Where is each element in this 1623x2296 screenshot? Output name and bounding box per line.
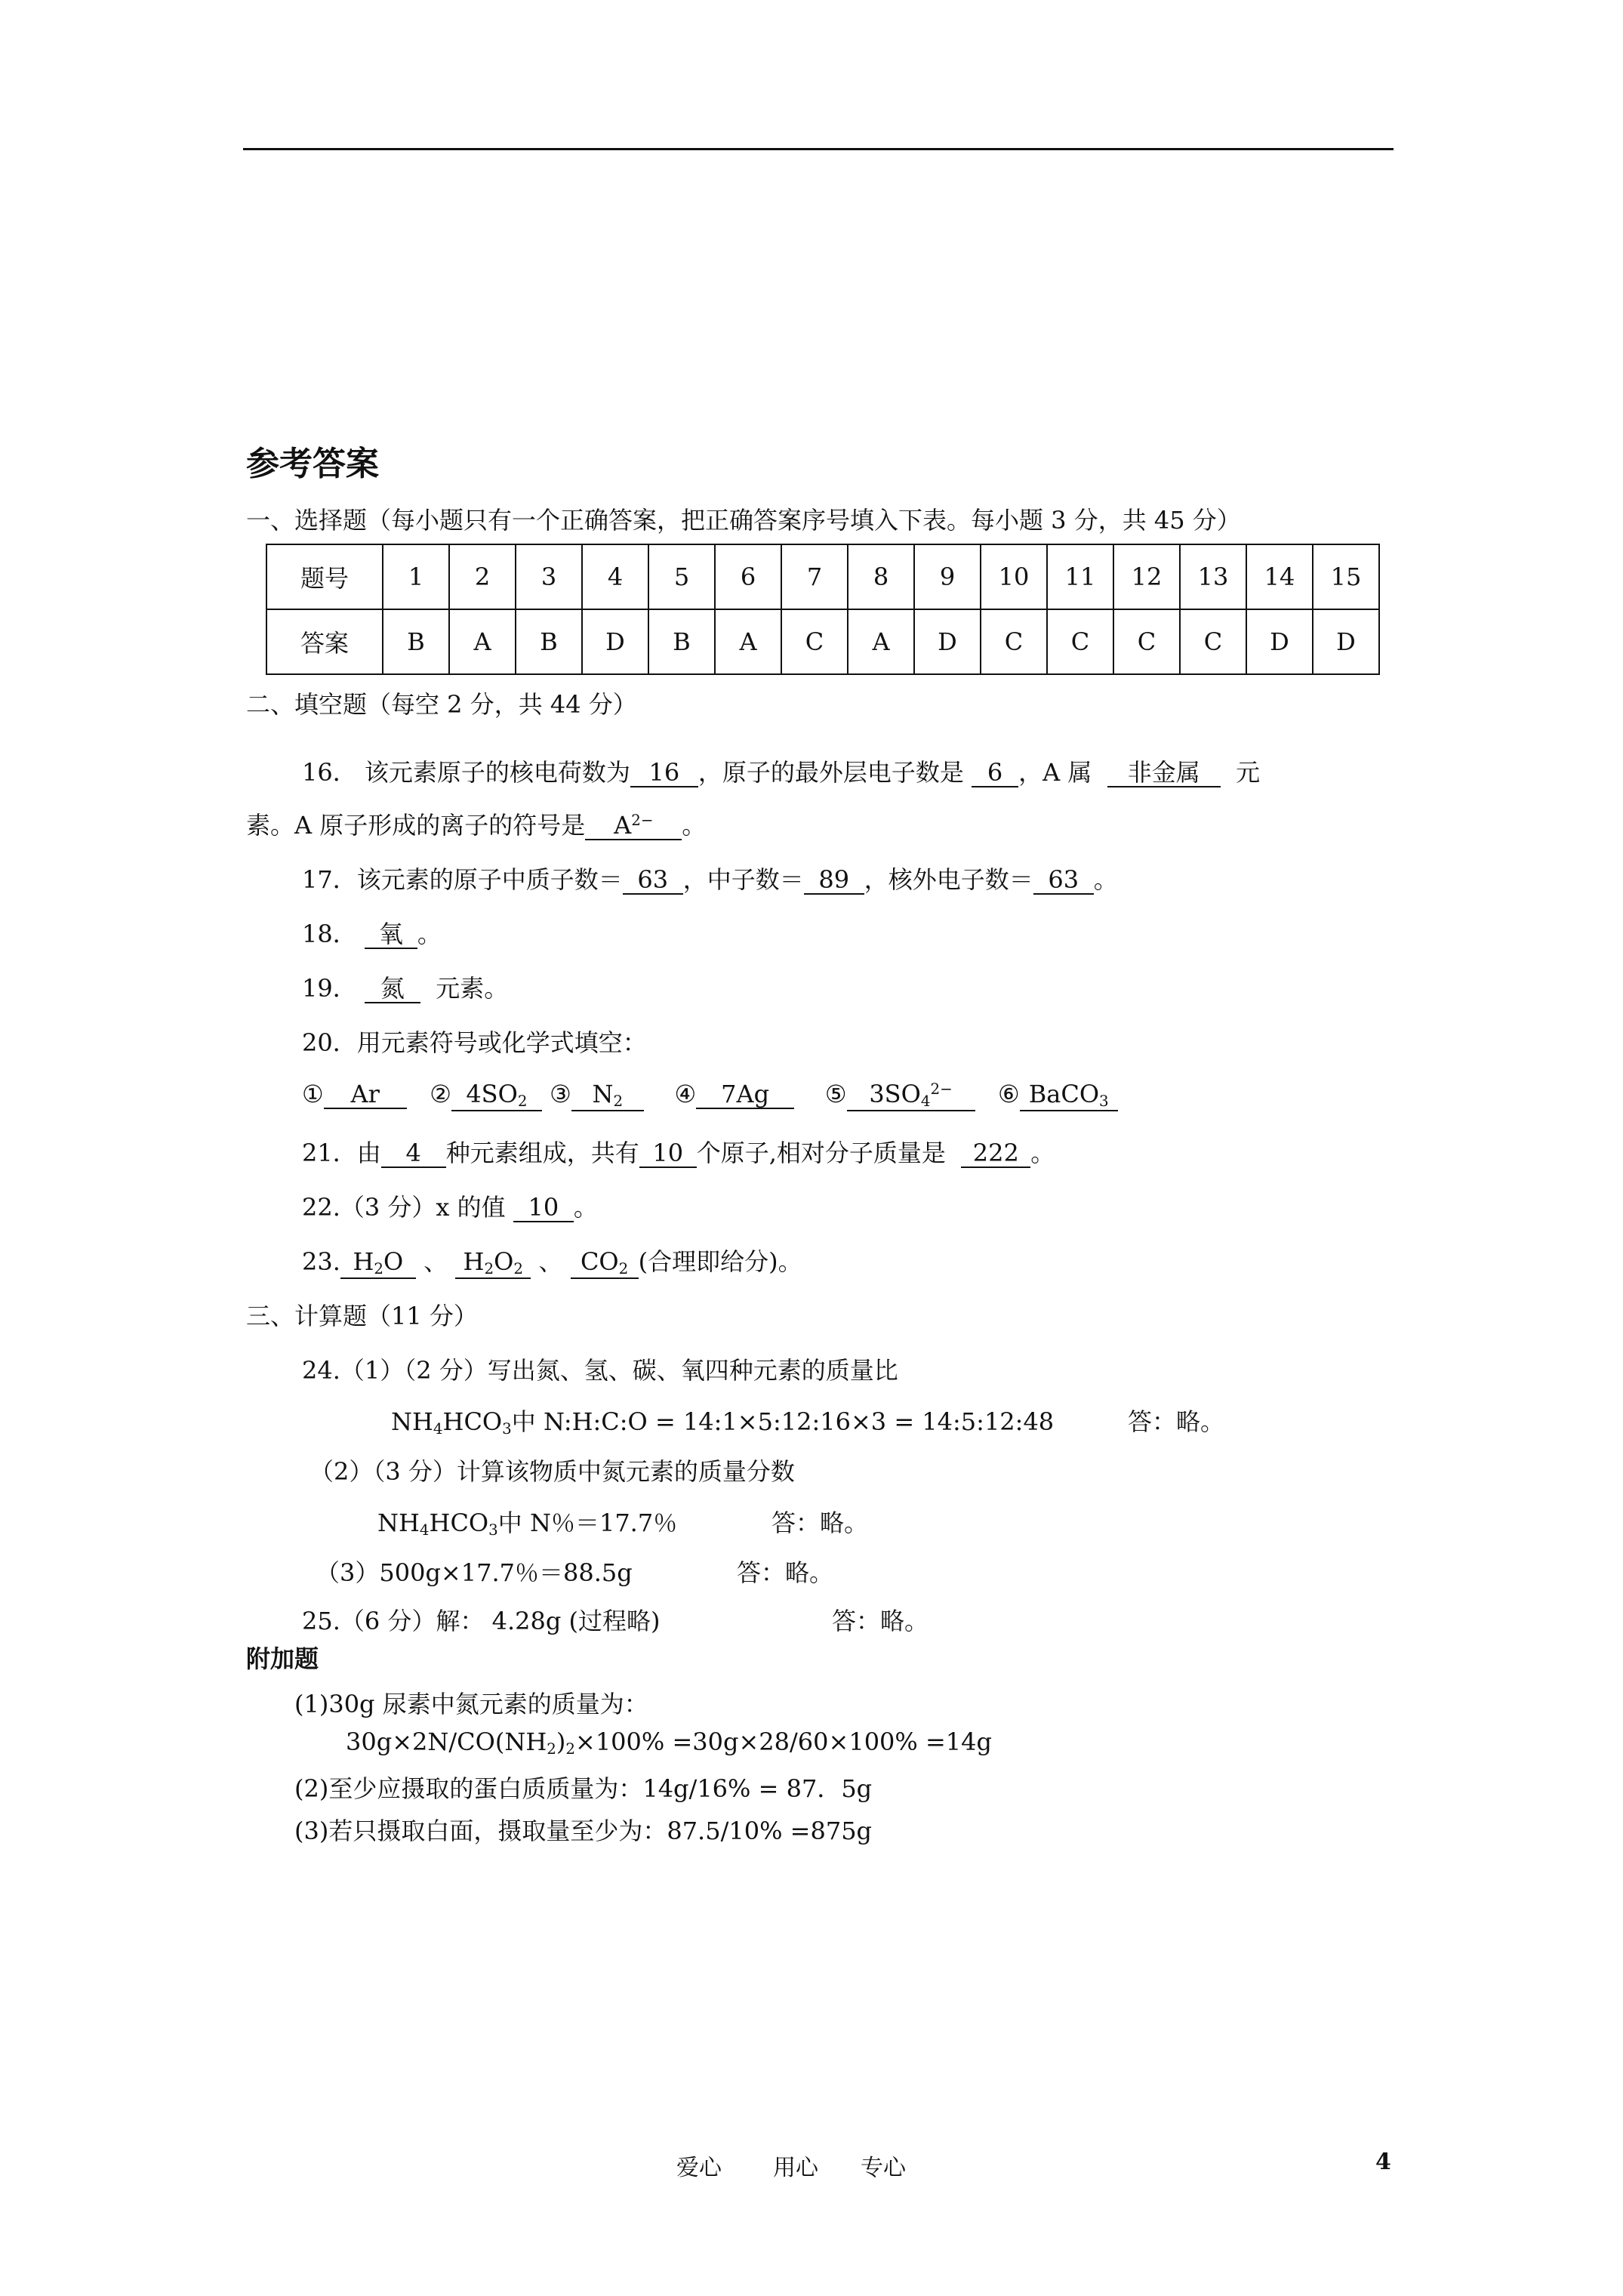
formula-part: O — [494, 1247, 514, 1276]
question-number: 8 — [848, 544, 914, 609]
circle-number: ⑥ — [998, 1080, 1020, 1108]
q18-text: 。 — [417, 920, 442, 948]
page-title: 参考答案 — [246, 445, 379, 483]
q20-blank-5 — [847, 1081, 975, 1111]
q16-text: ，原子的最外层电子数是 — [698, 758, 964, 787]
question-number: 6 — [715, 544, 781, 609]
q17-text: 。 — [1093, 865, 1118, 894]
q19-text: 元素。 — [436, 974, 509, 1003]
q16-text: 16． 该元素原子的核电荷数为 — [302, 758, 630, 787]
formula-part: H — [463, 1247, 485, 1276]
q16-blank-charge: 16 — [630, 760, 698, 787]
formula-part: H — [353, 1247, 374, 1276]
q24-2-conclusion: 答：略。 — [771, 1509, 869, 1537]
q17-text: ，核外电子数＝ — [864, 865, 1033, 894]
answer-cell: D — [582, 609, 648, 674]
formula-part: 4SO — [466, 1080, 518, 1108]
q23-blank-1 — [340, 1249, 416, 1279]
q22-text: 22.（3 分）x 的值 — [302, 1193, 506, 1222]
q21-line — [302, 1134, 1055, 1169]
q22-line — [302, 1188, 598, 1223]
bonus-line-1: (1)30g 尿素中氮元素的质量为： — [294, 1690, 648, 1718]
q18-text: 18． — [302, 920, 357, 948]
q16-line1 — [302, 754, 1260, 788]
footer-right: 专心 — [861, 2155, 906, 2181]
q21-blank-elements: 4 — [381, 1140, 446, 1168]
ion-symbol: A — [614, 811, 632, 840]
q16-blank-ion — [585, 812, 682, 840]
bonus-line-4: (3)若只摄取白面，摄取量至少为：87.5/10% =875g — [294, 1817, 873, 1845]
formula-part: N — [592, 1080, 614, 1108]
formula-superscript: 2− — [930, 1080, 953, 1099]
q21-text: 。 — [1030, 1139, 1055, 1167]
q17-blank-protons: 63 — [623, 867, 683, 895]
question-number: 12 — [1113, 544, 1180, 609]
answer-cell: B — [648, 609, 715, 674]
q25-conclusion: 答：略。 — [832, 1607, 929, 1635]
answer-cell: A — [848, 609, 914, 674]
q19-blank: 氮 — [365, 975, 420, 1003]
q21-text: 个原子,相对分子质量是 — [696, 1139, 946, 1167]
q23-line — [302, 1243, 802, 1279]
formula-subscript: 2 — [517, 1092, 528, 1110]
q20-blank-6 — [1020, 1081, 1118, 1111]
q17-text: 17．该元素的原子中质子数＝ — [302, 865, 623, 894]
formula-subscript: 2 — [547, 1740, 556, 1758]
q18-line — [302, 915, 442, 950]
formula-subscript: 4 — [920, 1092, 931, 1110]
answer-cell: C — [781, 609, 848, 674]
q17-blank-neutrons: 89 — [804, 867, 864, 895]
q22-text: 。 — [573, 1193, 598, 1222]
answer-cell: D — [1313, 609, 1379, 674]
q24-1: 24.（1）（2 分）写出氮、氢、碳、氧四种元素的质量比 — [302, 1356, 898, 1385]
circle-number: ① — [302, 1080, 324, 1108]
formula-subscript: 4 — [419, 1521, 430, 1539]
page-number: 4 — [1375, 2149, 1391, 2175]
q16-text: 素。A 原子形成的离子的符号是 — [246, 811, 586, 840]
q16-text: 。 — [682, 811, 707, 840]
section2-heading: 二、填空题（每空 2 分，共 44 分） — [246, 690, 637, 719]
calculation: ×100% =30g×28/60×100% =14g — [575, 1727, 992, 1756]
q17-blank-electrons: 63 — [1033, 867, 1094, 895]
question-number: 3 — [516, 544, 582, 609]
q20-blank-3 — [571, 1081, 644, 1111]
formula-subscript: 3 — [488, 1521, 498, 1539]
q16-blank-outer-electrons: 6 — [972, 760, 1018, 787]
q24-3: （3）500g×17.7％＝88.5g — [316, 1558, 633, 1587]
q23-blank-2 — [455, 1249, 531, 1279]
answer-cell: C — [1113, 609, 1180, 674]
formula-subscript: 2 — [565, 1740, 575, 1758]
header-rule — [243, 148, 1394, 150]
table-row-numbers — [266, 544, 1379, 609]
answer-cell: A — [715, 609, 781, 674]
question-number: 1 — [383, 544, 449, 609]
section3-heading: 三、计算题（11 分） — [246, 1302, 478, 1330]
answer-cell: C — [981, 609, 1047, 674]
circle-number: ③ — [550, 1080, 571, 1108]
q23-blank-3 — [571, 1249, 639, 1279]
formula-subscript: 2 — [374, 1259, 384, 1277]
formula-part: ) — [556, 1727, 566, 1756]
bonus-line-3: (2)至少应摄取的蛋白质质量为：14g/16% = 87．5g — [294, 1774, 873, 1803]
table-row-answers — [266, 609, 1379, 674]
q21-blank-mass: 222 — [961, 1140, 1030, 1168]
q20-blank-2 — [451, 1081, 542, 1111]
question-number: 10 — [981, 544, 1047, 609]
ion-charge: 2− — [631, 812, 654, 830]
footer-middle: 用心 — [773, 2155, 818, 2181]
formula-part: 3SO — [869, 1080, 921, 1108]
separator: 、 — [538, 1247, 563, 1276]
formula-part: HCO — [442, 1407, 503, 1436]
q21-text: 21．由 — [302, 1139, 381, 1167]
section1-heading: 一、选择题（每小题只有一个正确答案，把正确答案序号填入下表。每小题 3 分，共 45 分） — [246, 506, 1241, 535]
answer-cell: B — [383, 609, 449, 674]
formula-part: CO — [580, 1247, 619, 1276]
q25: 25.（6 分）解： 4.28g (过程略) — [302, 1607, 661, 1635]
q23-text: 23. — [302, 1247, 340, 1276]
formula-subscript: 3 — [502, 1419, 512, 1438]
separator: 、 — [423, 1247, 448, 1276]
question-number: 11 — [1047, 544, 1113, 609]
q24-3-conclusion: 答：略。 — [737, 1558, 834, 1587]
q16-line2 — [246, 806, 706, 841]
q17-line — [302, 861, 1118, 895]
calculation: 中 N:H:C:O = 14:1×5:12:16×3 = 14:5:12:48 — [511, 1407, 1055, 1436]
question-number: 7 — [781, 544, 848, 609]
answer-cell: C — [1047, 609, 1113, 674]
calculation: 中 N％＝17.7％ — [497, 1509, 678, 1537]
q24-1-conclusion: 答：略。 — [1128, 1407, 1225, 1436]
circle-number: ⑤ — [824, 1080, 847, 1108]
row-label-number: 题号 — [266, 544, 383, 609]
formula-subscript: 4 — [433, 1419, 443, 1438]
q16-blank-type: 非金属 — [1107, 760, 1221, 787]
q19-text: 19． — [302, 974, 357, 1003]
answer-table — [266, 544, 1380, 675]
formula-subscript: 2 — [513, 1259, 523, 1277]
question-number: 14 — [1246, 544, 1313, 609]
answer-cell: D — [1246, 609, 1313, 674]
answer-cell: C — [1180, 609, 1246, 674]
question-number: 2 — [449, 544, 516, 609]
formula-part: HCO — [429, 1509, 489, 1537]
footer-left: 爱心 — [676, 2155, 722, 2181]
q20-blank-1: Ar — [324, 1081, 407, 1109]
q16-text: ，A 属 — [1018, 758, 1092, 787]
q24-1-answer — [391, 1403, 1054, 1438]
q24-2: （2）（3 分）计算该物质中氮元素的质量分数 — [310, 1457, 795, 1486]
row-label-answer: 答案 — [266, 609, 383, 674]
question-number: 5 — [648, 544, 715, 609]
circle-number: ② — [430, 1080, 451, 1108]
q16-text: 元 — [1236, 758, 1261, 787]
formula-subscript: 3 — [1099, 1092, 1109, 1110]
answer-cell: A — [449, 609, 516, 674]
question-number: 15 — [1313, 544, 1379, 609]
formula-part: NH — [391, 1407, 433, 1436]
q22-blank: 10 — [513, 1194, 574, 1222]
question-number: 13 — [1180, 544, 1246, 609]
q21-text: 种元素组成，共有 — [445, 1139, 639, 1167]
answer-cell: D — [914, 609, 981, 674]
q20-answers — [302, 1080, 1118, 1111]
formula-part: 30g×2N/CO(NH — [346, 1727, 547, 1756]
question-number: 4 — [582, 544, 648, 609]
q21-blank-atoms: 10 — [639, 1140, 697, 1168]
q19-line — [302, 969, 508, 1004]
q17-text: ，中子数＝ — [682, 865, 804, 894]
formula-part: BaCO — [1028, 1080, 1100, 1108]
q24-2-answer — [377, 1504, 677, 1539]
q20-intro: 20．用元素符号或化学式填空： — [302, 1028, 647, 1057]
q18-blank: 氧 — [365, 921, 417, 949]
formula-subscript: 2 — [618, 1259, 629, 1277]
formula-part: O — [383, 1247, 404, 1276]
formula-subscript: 2 — [484, 1259, 494, 1277]
formula-part: NH — [377, 1509, 420, 1537]
q23-text: (合理即给分)。 — [638, 1247, 802, 1276]
formula-subscript: 2 — [613, 1092, 624, 1110]
circle-number: ④ — [674, 1080, 697, 1108]
question-number: 9 — [914, 544, 981, 609]
bonus-heading: 附加题 — [246, 1644, 319, 1673]
q20-blank-4: 7Ag — [696, 1081, 794, 1109]
answer-cell: B — [516, 609, 582, 674]
bonus-line-2 — [346, 1727, 992, 1758]
